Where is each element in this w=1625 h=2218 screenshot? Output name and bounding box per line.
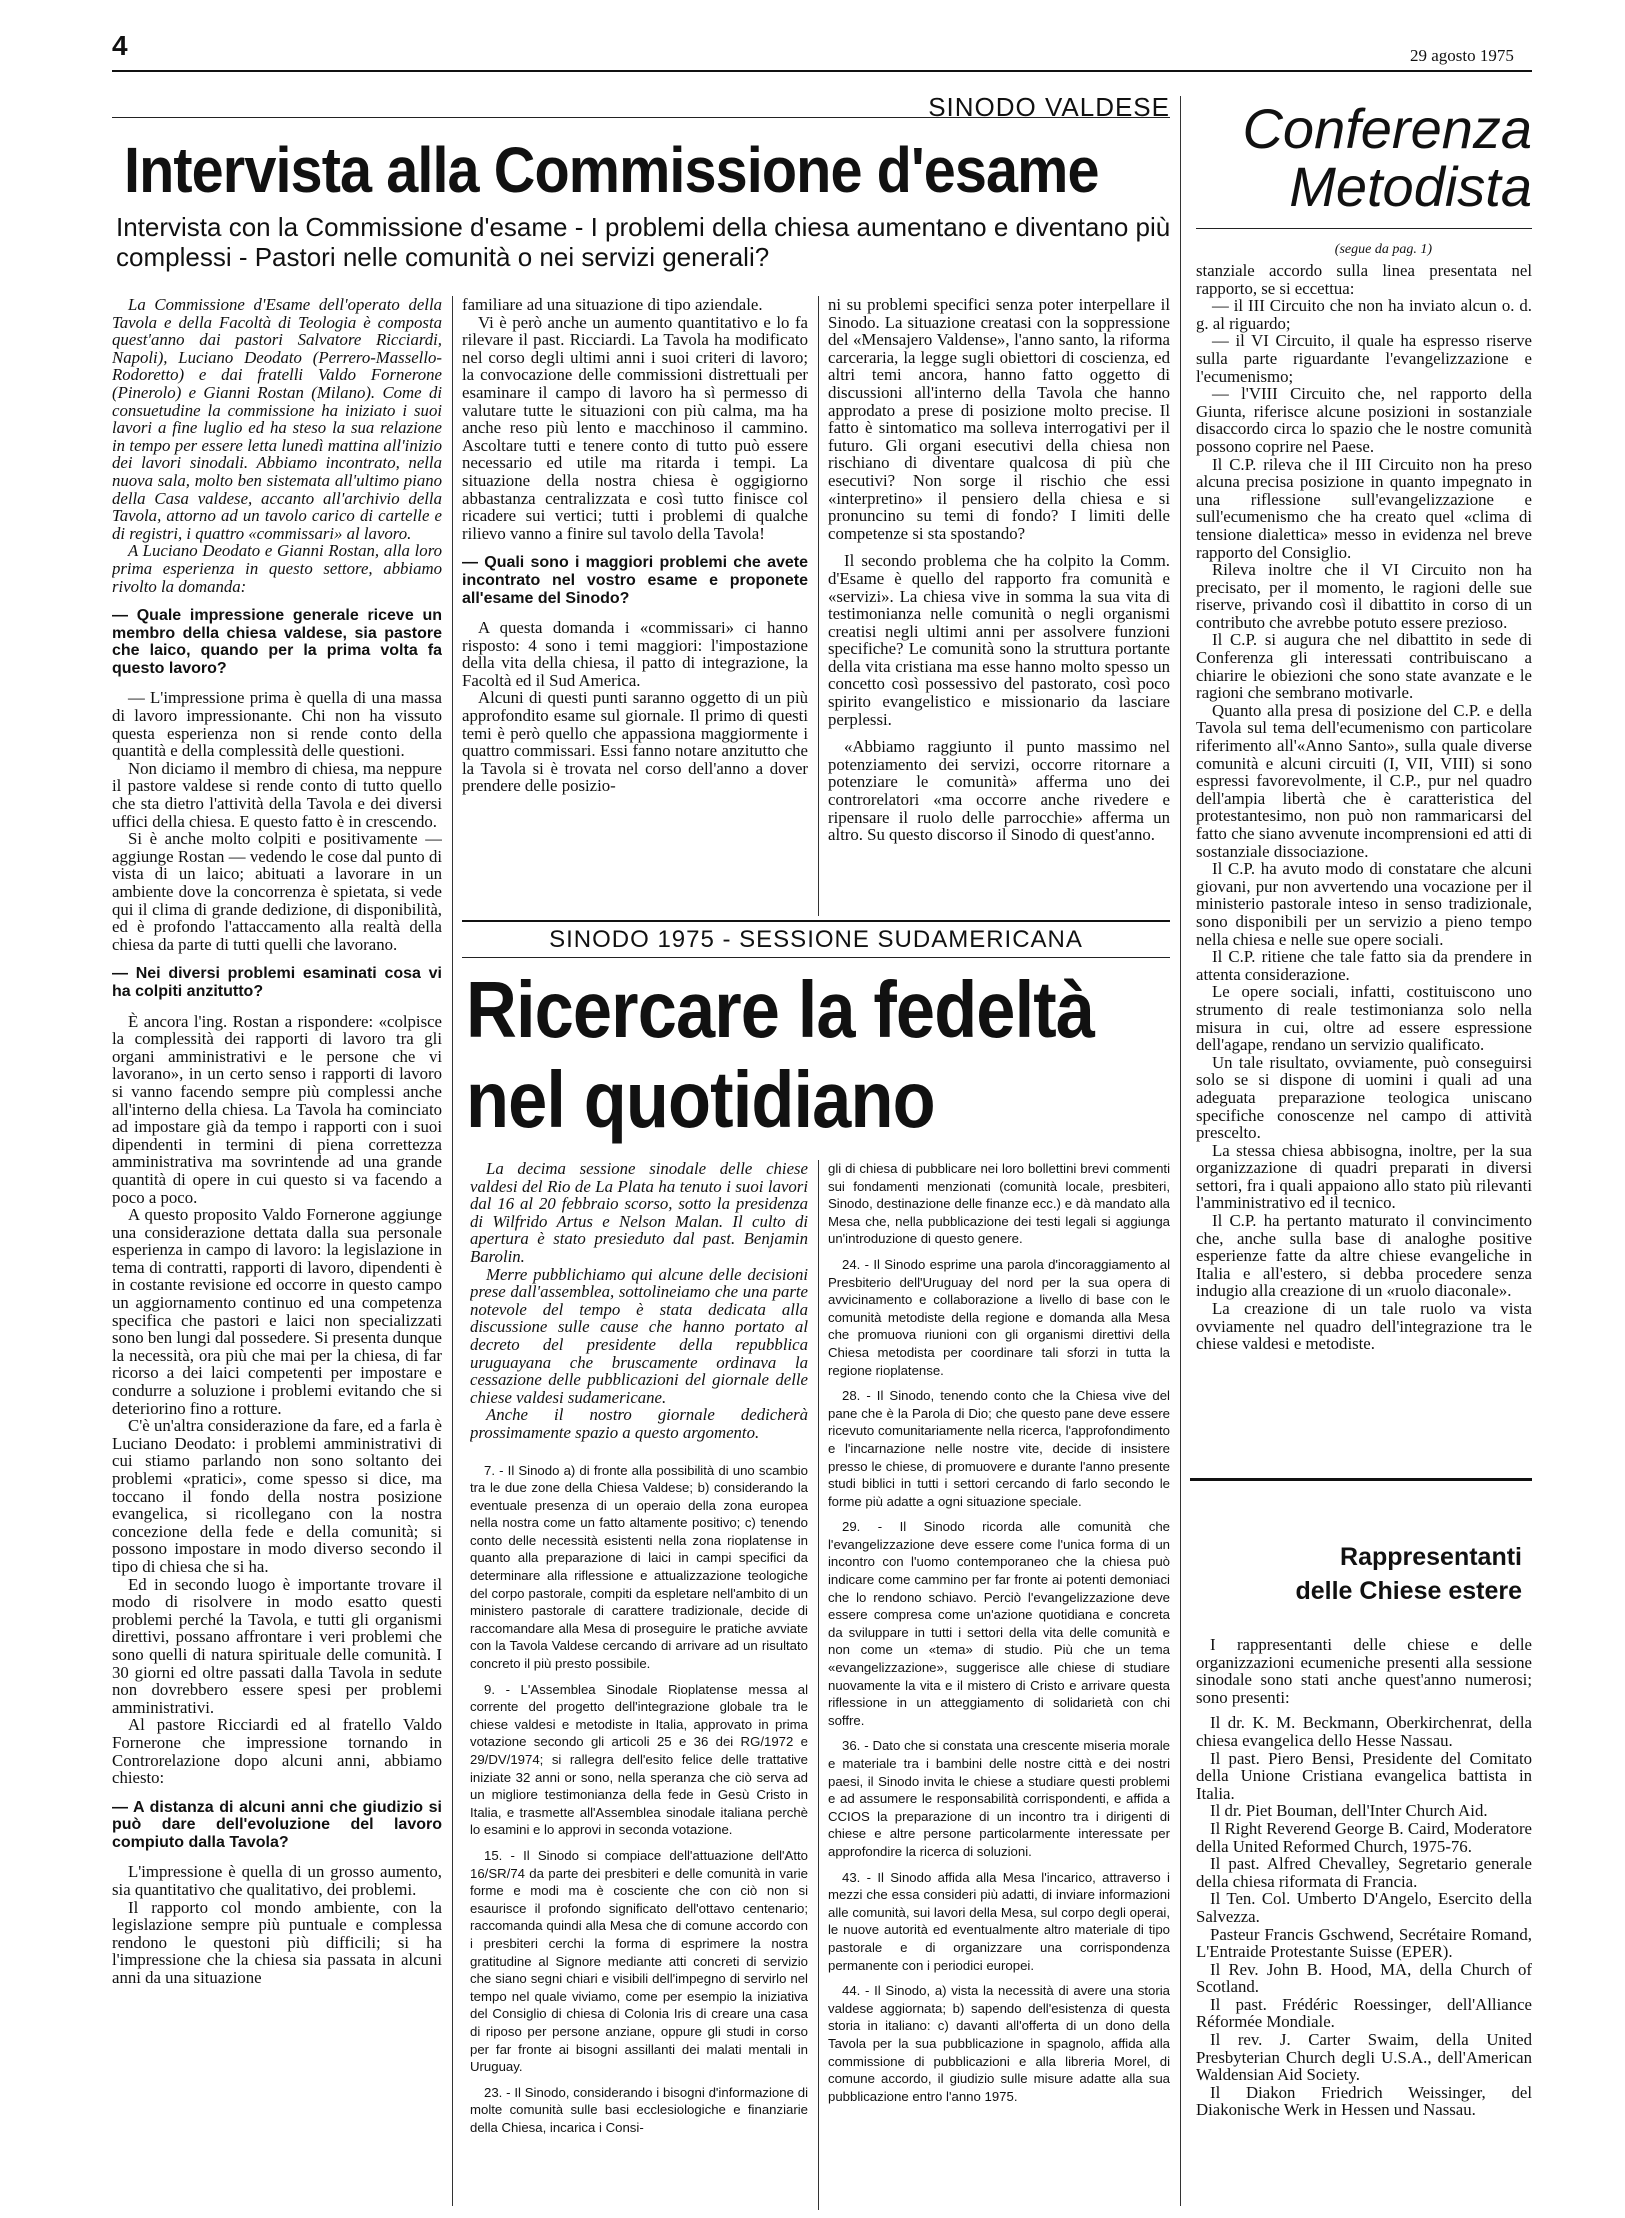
- representative-item: Il Rev. John B. Hood, MA, della Church of Scotland.: [1196, 1959, 1532, 1997]
- issue-date: 29 agosto 1975: [1410, 46, 1514, 65]
- page-number: 4: [112, 30, 128, 61]
- representative-item: Il dr. Piet Bouman, dell'Inter Church Aid.: [1210, 1801, 1488, 1821]
- body-paragraph: Il C.P. ritiene che tale fatto sia da prendere in attenta considerazione.: [1196, 947, 1532, 984]
- answer-paragraph: «Abbiamo raggiunto il punto massimo nel potenziamento dei servizi, occorre ritornare a potenziare le comunità» afferma uno dei controrelatori «ma occorre anche rivedere e ripensare il ruolo delle parrocchie» afferma un altro. Su questo discorso il Sinodo di quest'anno.: [828, 737, 1170, 845]
- representative-item: Il Right Reverend George B. Caird, Moderatore della United Reformed Church, 1975-76.: [1196, 1818, 1532, 1856]
- interview-question: — Quale impressione generale riceve un membro della chiesa valdese, sia pastore che laico, quando per la prima volta fa questo lavoro?: [112, 607, 442, 677]
- decision-item: 24. - Il Sinodo esprime una parola d'incoraggiamento al Presbiterio dell'Uruguay del nord per la sua opera di avvicinamento e collaborazione a livello di base con le comunità metodiste della regione e domanda alla Mesa che promuova riunioni con gli organismi direttivi della Chiesa metodista per coordinare tali sforzi in tutta la regione rioplatense.: [828, 1256, 1170, 1378]
- answer-paragraph: C'è un'altra considerazione da fare, ed a farla è Luciano Deodato: i problemi amministrativi di cui stiamo parlando non sono soltanto dei problemi «pratici», come spesso si dice, ma toccano il fondo della nostra posizione evangelica, si ricollegano con la nostra concezione della fede e della comunità; si possono impostare in modo diverso secondo il tipo di chiesa che si ha.: [112, 1416, 442, 1576]
- body-paragraph: I rappresentanti delle chiese e delle organizzazioni ecumeniche presenti alla sessione sinodale sono stati anche quest'anno numerosi; sono presenti:: [1196, 1636, 1532, 1707]
- representative-item: Il Diakon Friedrich Weissinger, del Diakonische Werk in Hessen und Nassau.: [1196, 2082, 1532, 2120]
- intervista-column-3: [828, 296, 1170, 916]
- article-title-intervista: Intervista alla Commissione d'esame: [124, 134, 1099, 206]
- kicker-rule: [462, 957, 1170, 958]
- interview-question: — Quali sono i maggiori problemi che avete incontrato nel vostro esame e proponete all'esame del Sinodo?: [462, 554, 808, 607]
- list-item: — l'VIII Circuito che, nel rapporto della Giunta, riferisce alcune posizioni in sostanziale disaccordo circa lo spazio che le nostre comunità possono coprire nel Paese.: [1196, 384, 1532, 456]
- conferenza-title-line-1: Conferenza: [1242, 97, 1532, 160]
- decision-item: 9. - L'Assemblea Sinodale Rioplatense messa al corrente del progetto dell'integrazione globale tra le chiese valdesi e metodiste in Italia, approvato in prima votazione secondo gli articoli 25 e 36 dei RG/1972 e 29/DV/1974; si rallegra dell'esito felice delle trattative iniziate 32 anni or sono, nella speranza che ciò serva ad un migliore testimonianza della fede in Gesù Cristo in Italia, e trasmette all'Assemblea sinodale italiana perchè lo esamini e lo approvi in seconda votazione.: [470, 1681, 808, 1838]
- conferenza-title: [1190, 97, 1532, 218]
- top-rule: [112, 70, 1532, 72]
- continued-note: (segue da pag. 1): [1334, 242, 1432, 257]
- representative-item: Il past. Piero Bensi, Presidente del Comitato della Unione Cristiana evangelica battista in Italia.: [1196, 1748, 1532, 1803]
- intro-paragraph: A Luciano Deodato e Gianni Rostan, alla loro prima esperienza in questo settore, abbiamo rivolto la domanda:: [112, 541, 442, 596]
- conferenza-column: [1196, 262, 1532, 1472]
- body-paragraph: stanziale accordo sulla linea presentata nel rapporto, se si eccettua:: [1196, 262, 1532, 298]
- body-paragraph: Il C.P. rileva che il III Circuito non ha preso alcuna precisa posizione in quanto impegnato in una riflessione sull'evangelizzazione e sull'ecumenismo che ha creato quel «clima di tensione dialettica» messo in evidenza nel breve rapporto del Consiglio.: [1196, 454, 1532, 562]
- answer-paragraph: Alcuni di questi punti saranno oggetto di un più approfondito esame sul giornale. Il primo di questi temi è però quello che appassiona maggiormente i quattro commissari. Essi fanno notare anzitutto che la Tavola si è trovata nel corso dell'anno a dover prendere delle posizio-: [462, 688, 808, 796]
- answer-paragraph: L'impressione è quella di un grosso aumento, sia quantitativo che qualitativo, dei problemi.: [112, 1862, 442, 1900]
- decision-item: 36. - Dato che si constata una crescente miseria morale e materiale tra i bambini delle nostre città e dei nostri paesi, il Sinodo invita le chiese a studiare questi problemi e ad assumere le responsabilità corrispondenti, e affida a CCIOS la preparazione di un incontro tra i dirigenti di chiese e altre persone particolarmente interessate per approfondire la ricerca di soluzioni.: [828, 1738, 1170, 1859]
- column-divider: [818, 296, 819, 916]
- article-dek-intervista: Intervista con la Commissione d'esame - I problemi della chiesa aumentano e diventano più complessi - Pastori nelle comunità o nei servizi generali?: [116, 212, 1171, 272]
- list-item: — il VI Circuito, il quale ha espresso riserve sulla parte riguardante l'evangelizzazione e l'ecumenismo;: [1196, 331, 1532, 386]
- intervista-column-1: [112, 296, 442, 2206]
- column-divider: [1180, 96, 1181, 2206]
- answer-paragraph: A questa domanda i «commissari» ci hanno risposto: 4 sono i temi maggiori: l'impostazione della vita della chiesa, il patto di integrazione, la Facoltà ed il Sud America.: [462, 618, 808, 690]
- representative-item: Il past. Frédéric Roessinger, dell'Alliance Réformée Mondiale.: [1196, 1994, 1532, 2032]
- decision-item: 28. - Il Sinodo, tenendo conto che la Chiesa vive del pane che è la Parola di Dio; che questo pane deve essere ricevuto comunitariamente nella ricerca, l'approfondimento e l'incarnazione nelle nostre vite, decide di insistere presso le chiese, di promuovere e durante l'anno presente studi biblici in tutti i settori cercando di farlo secondo le forme più adatte a ogni situazione speciale.: [828, 1388, 1170, 1509]
- answer-paragraph: Vi è però anche un aumento quantitativo e lo fa rilevare il past. Ricciardi. La Tavola ha modificato nel corso degli ultimi anni i suoi criteri di lavoro; la convocazione delle commissioni distrettuali per esaminare il campo di lavoro ha sì permesso di valutare tutte le situazioni con più calma, ma ha anche reso più lento e macchinoso il cammino. Ascoltare tutti e tenere conto di tutto può essere necessario ed utile ma ritarda i tempi. La situazione della nostra chiesa è oggigiorno abbastanza centralizzata e così tutto finisce col ricadere sui vertici; tutti i problemi di qualche rilievo vanno a finire sul tavolo della Tavola!: [462, 312, 808, 543]
- rappresentanti-title-line-1: Rappresentanti: [1340, 1543, 1522, 1571]
- interview-question: — A distanza di alcuni anni che giudizio si può dare dell'evoluzione del lavoro compiuto dalla Tavola?: [112, 1798, 442, 1851]
- body-paragraph: Rileva inoltre che il VI Circuito non ha precisato, per il momento, le ragioni delle sue riserve, privando così il dibattito in corso di un contributo che avrebbe potuto essere prezioso.: [1196, 560, 1532, 632]
- section-rule: [462, 920, 1170, 922]
- decision-item: 15. - Il Sinodo si compiace dell'attuazione dell'Atto 16/SR/74 da parte dei presbiteri e delle comunità in varie forme e modi ma è cosciente che con ciò non si esaurisce il profondo significato dell'ottavo centenario; raccomanda quindi alla Mesa che di comune accordo con i presbiteri cerchi la forma di esprimere la nostra gratitudine al Signore mediante atti concreti di servizio che siano segni chiari e visibili dell'impegno di servirlo nel tempo nel quale viviamo, come per esempio la iniziativa del Consiglio di chiesa di Colonia Iris di creare una casa di riposo per persone anziane, oppure gli studi in corso per far fronte ai bisogni assillanti dei malati mentali in Uruguay.: [470, 1847, 808, 2075]
- intro-paragraph: La Commissione d'Esame dell'operato della Tavola e della Facoltà di Teologia è composta quest'anno dai pastori Salvatore Ricciardi, Napoli), Luciano Deodato (Perrero-Massello-Rodoretto) e dai fratelli Valdo Fornerone (Pinerolo) e Gianni Rostan (Milano). Come di consuetudine la commissione ha iniziato i suoi lavori a fine luglio ed ha steso la sua relazione in tempo per essere letta lunedì mattina all'inizio dei lavori sinodali. Abbiamo incontrato, nella nuova sala, molto ben sistemata all'ultimo piano della Casa valdese, accanto all'archivio della Tavola, attorno ad un tavolo carico di cartelle e di registri, i quattro «commissari» al lavoro.: [112, 296, 442, 543]
- kicker-sinodo-valdese: SINODO VALDESE: [928, 92, 1170, 122]
- representative-item: Il rev. J. Carter Swaim, della United Presbyterian Church degli U.S.A., dell'American Waldensian Aid Society.: [1196, 2030, 1532, 2085]
- body-paragraph: Il C.P. ha pertanto maturato il convincimento che, anche sulla base di analoghe positive esperienze fatte da altre chiese evangeliche in Italia e all'estero, si debba procedere senza indugio alla creazione di un «ruolo diaconale».: [1196, 1211, 1532, 1301]
- decision-item: 43. - Il Sinodo affida alla Mesa l'incarico, attraverso i mezzi che essa consideri più adatti, di inviare informazioni alle comunità, sui lavori della Mesa, sul corpo degli operai, le nuove autorità ed eventualmente altro materiale di tipo pastorale e di organizzare una corrispondenza permanente con i periodici europei.: [828, 1869, 1170, 1973]
- article-title-line-2: nel quotidiano: [466, 1055, 935, 1144]
- decisions-list: [470, 1462, 808, 2145]
- section-rule: [1190, 1478, 1532, 1481]
- body-paragraph: Il C.P. ha avuto modo di constatare che alcuni giovani, pur non avvertendo una vocazione per il ministerio pastorale inteso in senso tradizionale, sono disponibili per un servizio a pieno tempo nella chiesa e nelle sue opere sociali.: [1196, 859, 1532, 949]
- intro-paragraph: Anche il nostro giornale dedicherà prossimamente spazio a questo argomento.: [470, 1405, 808, 1442]
- answer-paragraph: ni su problemi specifici senza poter interpellare il Sinodo. La situazione creatasi con la soppressione del «Mensajero Valdense», l'anno santo, la riforma carceraria, la legge sugli obiettori di coscienza, ed altri temi ancora, hanno fatto oggetto di discussioni all'interno della Tavola che hanno approdato a prese di posizione molto precise. Il fatto è sintomatico ma solleva interrogativi per il futuro. Gli organi esecutivi della chiesa non rischiano di diventare qualcosa di più che esecutivi? Non sorge il rischio che essi «interpretino» il pensiero della chiesa e si pronuncino su temi di fondo? I limiti delle competenze si sta spostando?: [828, 296, 1170, 543]
- rappresentanti-title: [1190, 1540, 1522, 1608]
- article-title-line-1: Ricercare la fedeltà: [466, 965, 1095, 1054]
- column-divider: [818, 1160, 819, 2210]
- answer-paragraph: familiare ad una situazione di tipo aziendale.: [462, 296, 763, 314]
- intro-paragraph: Merre pubblichiamo qui alcune delle decisioni prese dall'assemblea, sottolineiamo che una parte notevole del tempo è stata dedicata alla discussione sulle cause che hanno portato al decreto del presidente della repubblica uruguayana che bruscamente ordinava la cessazione delle pubblicazioni del giornale delle chiese valdesi sudamericane.: [470, 1264, 808, 1407]
- title-rule: [1196, 228, 1532, 229]
- answer-paragraph: A questo proposito Valdo Fornerone aggiunge una considerazione dettata dalla sua personale esperienza in campo di lavoro: la legislazione in tema di contratti, rapporti di lavoro, dipendenti è in costante revisione ed occorre in questo campo un aggiornamento continuo ed una competenza specifica che pastori e laici non specializzati sono ben lungi dal possedere. Si presenta dunque la necessità, ora più che mai per la chiesa, di far ricorso a dei laici competenti per impostare e condurre a soluzione i problemi evitando che si deteriorino fino a rotture.: [112, 1205, 442, 1418]
- rappresentanti-title-line-2: delle Chiese estere: [1295, 1577, 1522, 1605]
- decision-item: 29. - Il Sinodo ricorda alle comunità che l'evangelizzazione deve essere come l'unica forma di un incontro con l'uomo contemporaneo che la chiesa può indicare come cammino per far fronte ai potenti demoniaci che lo rendono schiavo. Perciò l'evangelizzazione deve essere compresa come un'azione quotidiana e concreta da sviluppare in tutti i settori della vita delle comunità e non come un «tema» di studio. Più che un tema «evangelizzazione», suggerisce alle chiese di studiare nuovamente la vita e il mistero di Cristo e arrivare questa riflessione in un atteggiamento di solidarietà con chi soffre.: [828, 1519, 1170, 1728]
- kicker-sinodo-1975: SINODO 1975 - SESSIONE SUDAMERICANA: [549, 926, 1083, 953]
- body-paragraph: Il C.P. si augura che nel dibattito in sede di Conferenza gli interessati contribuiscano a chiarire le obiezioni che sono state avanzate e le ragioni che sembrano motivarle.: [1196, 630, 1532, 703]
- body-paragraph: Quanto alla presa di posizione del C.P. e della Tavola sul tema dell'ecumenismo con particolare riferimento all'«Anno Santo», sulla quale diverse comunità e alcuni circuiti (I, VII, VIII) si sono espressi favorevolmente, il C.P., pur nel quadro dell'ampia libertà che è caratteristica del protestantesimo, non può non rammaricarsi del fatto che siano avvenute incomprensioni ed atti di sostanziale dissociazione.: [1196, 700, 1532, 861]
- body-paragraph: Le opere sociali, infatti, costituiscono uno strumento di reale testimonianza solo nella misura in cui, oltre ad essere espressione dell'agape, rendano un servizio qualificato.: [1196, 982, 1532, 1055]
- list-item: — il III Circuito che non ha inviato alcun o. d. g. al riguardo;: [1196, 296, 1532, 333]
- interview-question: — Nei diversi problemi esaminati cosa vi ha colpiti anzitutto?: [112, 965, 442, 1000]
- answer-paragraph: Il secondo problema che ha colpito la Comm. d'Esame è quello del rapporto fra comunità e «servizi». La chiesa vive in somma la sua vita di testimonianza nelle comunità o negli organismi creatisi negli ultimi anni per assolvere funzioni specifiche? Le comunità sono la struttura portante della vita cristiana ma esse hanno molto spesso un concetto così possessivo del pastorato, così poco spirito evangelistico e missionario da lasciare perplessi.: [828, 551, 1170, 729]
- decision-item: 7. - Il Sinodo a) di fronte alla possibilità di uno scambio tra le due zone della Chiesa Valdese; b) considerando la eventuale presenza di un operaio della zona europea nella nostra come un fatto altamente positivo; c) tenendo conto delle necessità esistenti nella zona rioplatense in quanto alla preparazione di laici in campi specifici da determinare alla riflessione e attualizzazione teologiche del corpo pastorale, compiti da espletare nell'ambito di un ministero pastorale di carattere tradizionale, decide di raccomandare alla Mesa di proseguire le pratiche avviate con la Tavola Valdese cercando di arrivare ad un risultato concreto il più presto possibile.: [470, 1462, 808, 1672]
- body-paragraph: La creazione di un tale ruolo va vista ovviamente nel quadro dell'integrazione tra le chiese valdesi e metodiste.: [1196, 1299, 1532, 1354]
- representative-item: Pasteur Francis Gschwend, Secrétaire Romand, L'Entraide Protestante Suisse (EPER).: [1196, 1924, 1532, 1962]
- intro-paragraph: La decima sessione sinodale delle chiese valdesi del Rio de La Plata ha tenuto i suoi lavori dal 16 al 20 febbraio scorso, sotto la presidenza di Wilfrido Artus e Nelson Malan. Il culto di apertura è stato presieduto dal past. Benjamin Barolin.: [470, 1160, 808, 1266]
- sudamericana-column-1: [470, 1160, 808, 2210]
- conferenza-title-line-2: Metodista: [1289, 155, 1532, 218]
- answer-paragraph: Ed in secondo luogo è importante trovare il modo di risolvere in modo esatto questi problemi perché la Tavola, e tutti gli organismi direttivi, possano affrontare i veri problemi che sono quelli di natura spirituale delle comunità. I 30 giorni ed oltre passati dalla Tavola in sedute non dovrebbero essere spesi per problemi amministrativi.: [112, 1574, 442, 1717]
- representative-item: Il dr. K. M. Beckmann, Oberkirchenrat, della chiesa evangelica dello Hesse Nassau.: [1196, 1713, 1532, 1750]
- answer-paragraph: Si è anche molto colpiti e positivamente — aggiunge Rostan — vedendo le cose dal punto di vista di un laico; abituati a lavorare in un ambiente dove la concorrenza è spietata, si vede qui il clima di grande dedizione, di disponibilità, ed è profondo l'attaccamento alla realtà della chiesa da parte di tutti quelli che lavorano.: [112, 829, 442, 954]
- representative-item: Il past. Alfred Chevalley, Segretario generale della chiesa riformata di Francia.: [1196, 1854, 1532, 1891]
- decision-item: 44. - Il Sinodo, a) vista la necessità di avere una storia valdese aggiornata; b) sapendo dell'esistenza di questa storia in italiano: c) davanti all'offerta di un dono della Tavola per la sua pubblicazione in spagnolo, affida alla commissione di pubblicazioni e alla libreria Morel, di comune accordo, il giudizio sulle misure adatte alla sua pubblicazione entro l'anno 1975.: [828, 1983, 1170, 2104]
- answer-paragraph: Il rapporto col mondo ambiente, con la legislazione sempre più puntuale e complessa rendono le questoni più difficili; si ha l'impressione che la chiesa sia passata in alcuni anni da una situazione: [112, 1897, 442, 1988]
- answer-paragraph: È ancora l'ing. Rostan a rispondere: «colpisce la complessità dei rapporti di lavoro tra gli organi amministrativi e le persone che vi lavorano», in un certo senso i rapporti di lavoro si vanno facendo sempre più complessi anche all'interno della chiesa. La Tavola ha cominciato ad impostare già da tempo i rapporti con i suoi dipendenti in termini di piena correttezza amministrativa ma sovrintende ad una grande quantità di opere in cui questo si va facendo a poco a poco.: [112, 1011, 442, 1207]
- decision-item: gli di chiesa di pubblicare nei loro bollettini brevi commenti sui fondamenti menzionati (comunità locale, presbiteri, Sinodo, destinazione delle finanze ecc.) e dà mandato alla Mesa che, nella pubblicazione dei testi legali si aggiunga un'introduzione di questo genere.: [828, 1161, 1170, 1247]
- decision-item: 23. - Il Sinodo, considerando i bisogni d'informazione di molte comunità sulle basi ecclesiologiche e finanziarie della Chiesa, incarica i Consi-: [470, 2084, 808, 2135]
- intervista-column-2: [462, 296, 808, 916]
- body-paragraph: La stessa chiesa abbisogna, inoltre, per la sua organizzazione di quadri preparati in diversi settori, fra i quali appaiono allo stato più rilevanti l'amministrativo ed il tecnico.: [1196, 1140, 1532, 1213]
- sudamericana-column-2: [828, 1160, 1170, 2210]
- answer-paragraph: Al pastore Ricciardi ed al fratello Valdo Fornerone che impressione tornando in Controrelazione dopo alcuni anni, abbiamo chiesto:: [112, 1715, 442, 1788]
- answer-paragraph: Non diciamo il membro di chiesa, ma neppure il pastore valdese si rende conto di tutto quello che sta dietro l'attività della Tavola e dei diversi uffici della chiesa. E questo fatto è in crescendo.: [112, 758, 442, 831]
- body-paragraph: Un tale risultato, ovviamente, può conseguirsi solo se si dispone di uomini i quali ad una adeguata preparazione teologica uniscano specifiche conoscenze nel campo di attività prescelto.: [1196, 1052, 1532, 1143]
- rappresentanti-column: [1196, 1636, 1532, 2206]
- representative-item: Il Ten. Col. Umberto D'Angelo, Esercito della Salvezza.: [1196, 1889, 1532, 1926]
- column-divider: [452, 296, 453, 2206]
- answer-paragraph: — L'impressione prima è quella di una massa di lavoro impressionante. Chi non ha vissuto questa esperienza non si rende conto della quantità e della complessità delle questioni.: [112, 688, 442, 761]
